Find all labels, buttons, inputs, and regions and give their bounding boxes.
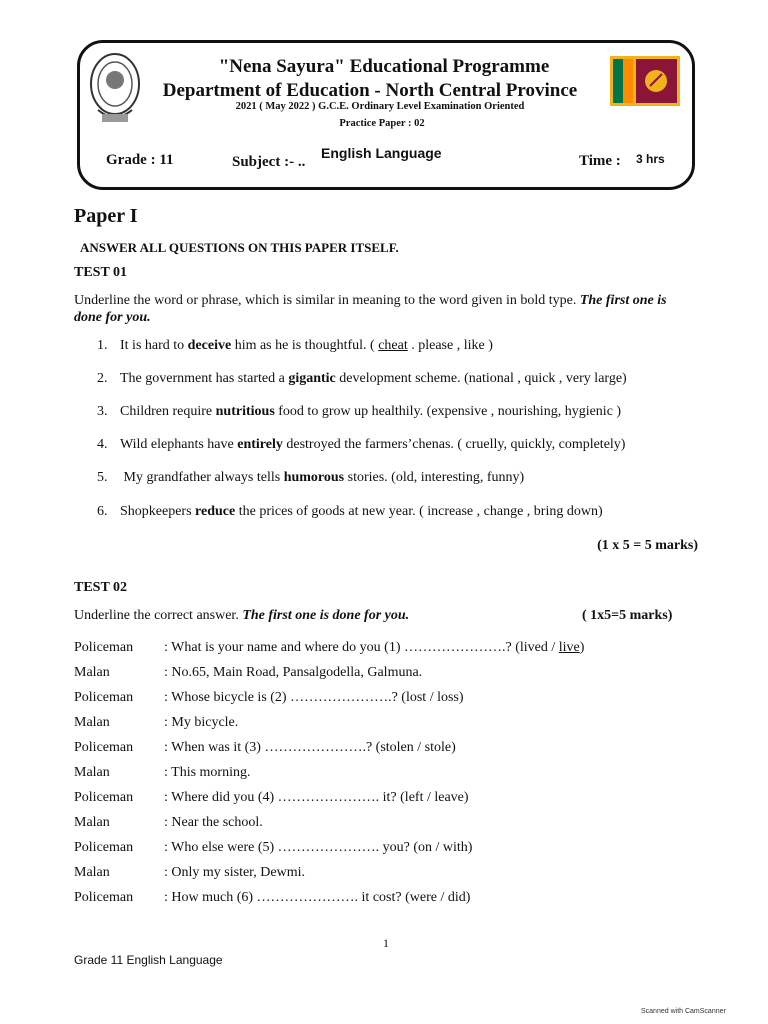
speaker: Policeman (74, 840, 134, 855)
question-item: 2. The government has started a gigantic development scheme. (national , quick , very large) (97, 371, 627, 386)
test2-marks: ( 1x5=5 marks) (582, 608, 673, 623)
underlined-answer: cheat (378, 338, 408, 353)
dialogue-row: Malan : This morning. (74, 765, 251, 780)
speaker: Policeman (74, 740, 134, 755)
question-item: 3. Children require nutritious food to grow up healthily. (expensive , nourishing, hygienic ) (97, 404, 622, 419)
speaker: Malan (74, 715, 110, 730)
dialogue-row: Policeman : When was it (3) ………………….? (stolen / stole) (74, 740, 456, 755)
test2-heading: TEST 02 (74, 580, 128, 595)
exam-line: 2021 ( May 2022 ) G.C.E. Ordinary Level Examination Oriented (235, 101, 525, 112)
underlined-answer: live (558, 640, 580, 655)
dialogue-row: Policeman : What is your name and where do you (1) ………………….? (lived / live) (74, 640, 585, 655)
test1-instruction-emphasis: The first one is done for you. (74, 293, 667, 325)
department-title: Department of Education - North Central Province (162, 80, 578, 101)
test2-instruction-text: Underline the correct answer. (74, 608, 239, 623)
speaker: Policeman (74, 790, 134, 805)
dialogue-row: Policeman : How much (6) …………………. it cost? (were / did) (74, 890, 471, 905)
test2-instruction-emphasis: The first one is done for you. (242, 608, 410, 623)
dialogue-row: Policeman : Where did you (4) …………………. it? (left / leave) (74, 790, 469, 805)
test1-instruction-text: Underline the word or phrase, which is similar in meaning to the word given in bold type. (74, 293, 577, 308)
question-item: 1. It is hard to deceive him as he is thoughtful. ( cheat . please , like ) (97, 338, 493, 353)
speaker: Policeman (74, 890, 134, 905)
question-item: 6. Shopkeepers reduce the prices of goods at new year. ( increase , change , bring down) (97, 504, 603, 519)
speaker: Policeman (74, 690, 134, 705)
grade-label: Grade : 11 (106, 152, 174, 168)
speaker: Malan (74, 665, 110, 680)
dialogue-row: Policeman : Who else were (5) …………………. you? (on / with) (74, 840, 473, 855)
dialogue-row: Policeman : Whose bicycle is (2) ………………….? (lost / loss) (74, 690, 464, 705)
programme-title: "Nena Sayura" Educational Programme (218, 56, 550, 77)
footer-text: Grade 11 English Language (74, 953, 223, 967)
speaker: Malan (74, 765, 110, 780)
test1-marks: (1 x 5 = 5 marks) (597, 538, 698, 553)
question-item: 4. Wild elephants have entirely destroyed the farmers’chenas. ( cruelly, quickly, completely) (97, 437, 626, 452)
subject-value: English Language (321, 145, 442, 161)
speaker: Policeman (74, 640, 134, 655)
subject-label: Subject :- .. (232, 154, 306, 170)
test1-instruction (74, 292, 694, 326)
test2-instruction (74, 608, 409, 624)
time-value: 3 hrs (636, 152, 665, 166)
page-number: 1 (383, 936, 389, 950)
dialogue-row: Malan : My bicycle. (74, 715, 239, 730)
time-label: Time : (579, 153, 621, 169)
paper-title: Paper I (74, 205, 138, 227)
practice-paper-label: Practice Paper : 02 (339, 118, 425, 129)
scanner-watermark: Scanned with CamScanner (641, 1008, 726, 1015)
speaker: Malan (74, 815, 110, 830)
test1-heading: TEST 01 (74, 265, 128, 280)
dialogue-row: Malan : No.65, Main Road, Pansalgodella, Galmuna. (74, 665, 423, 680)
answer-all-instruction: ANSWER ALL QUESTIONS ON THIS PAPER ITSELF. (80, 240, 399, 255)
dialogue-row: Malan : Only my sister, Dewmi. (74, 865, 305, 880)
question-item: 5. My grandfather always tells humorous stories. (old, interesting, funny) (97, 470, 525, 485)
dialogue-row: Malan : Near the school. (74, 815, 263, 830)
speaker: Malan (74, 865, 110, 880)
